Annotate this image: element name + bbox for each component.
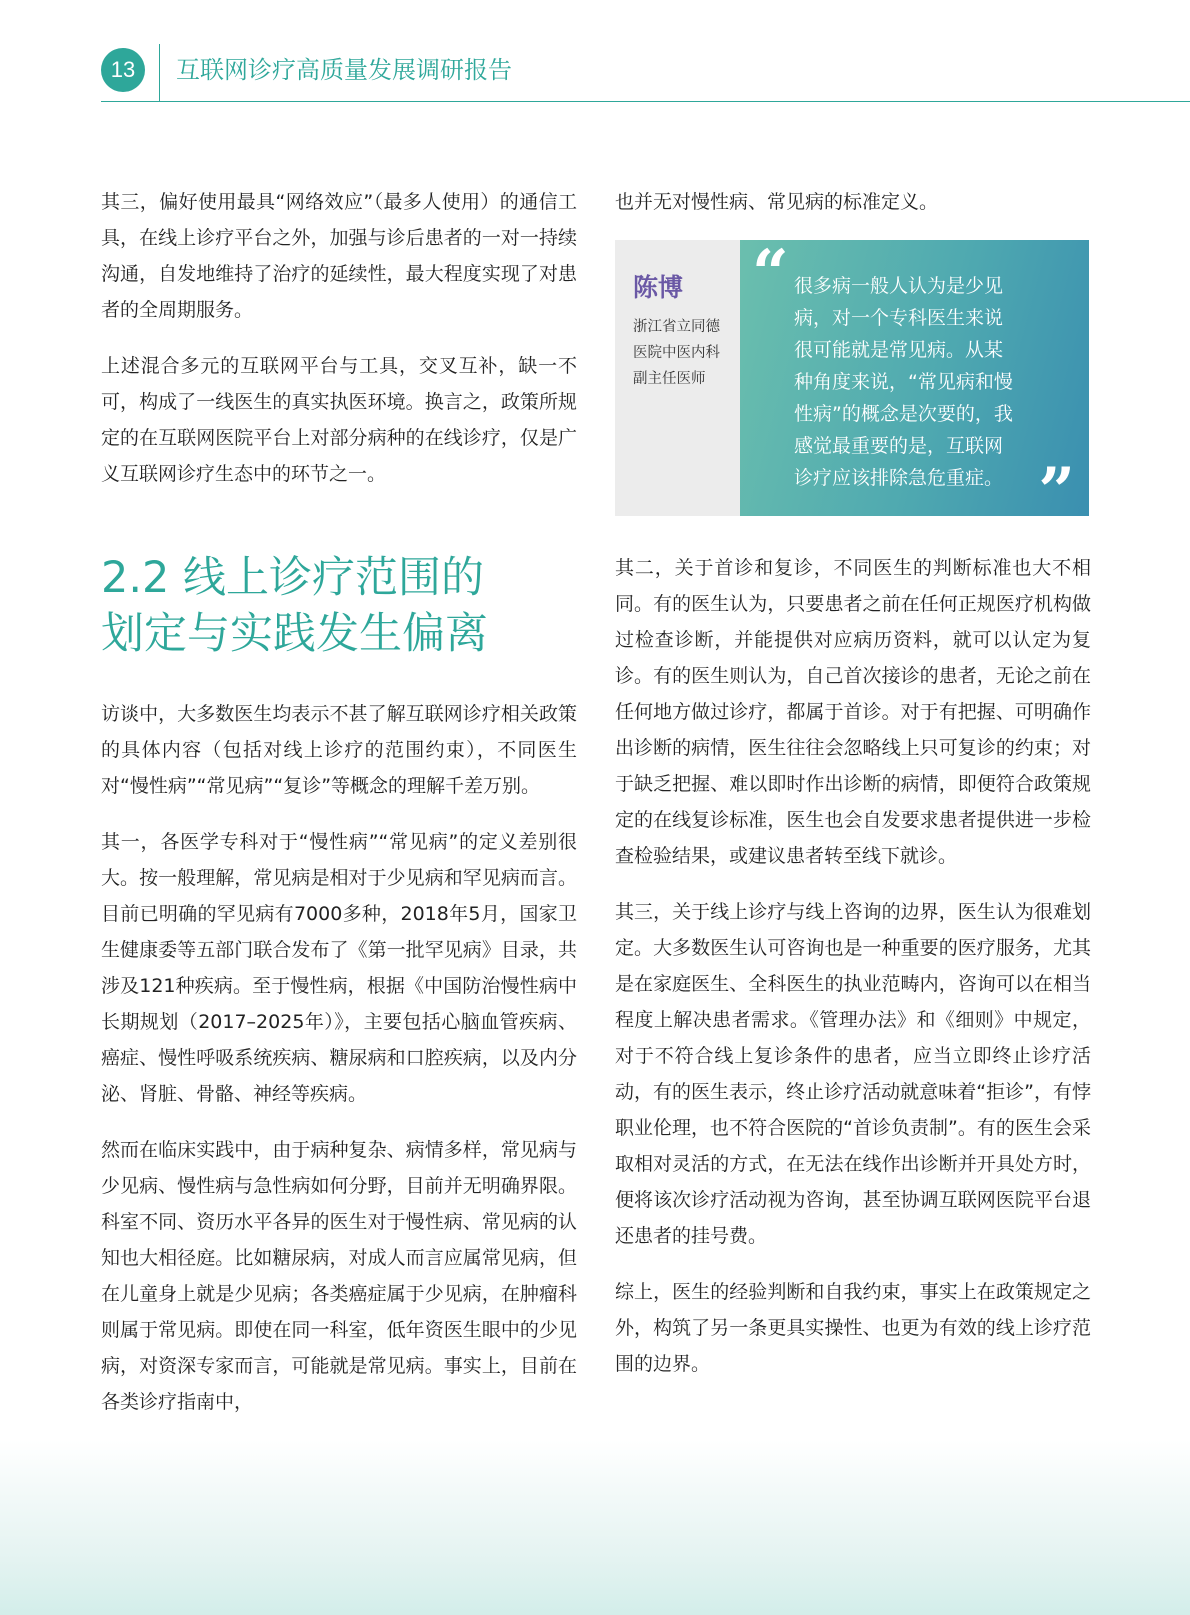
- quote-line: 种角度来说，“常见病和慢: [794, 371, 1013, 393]
- quote-line: 病，对一个专科医生来说: [794, 307, 1004, 329]
- page-header: [0, 0, 1190, 104]
- speaker-name: 陈博: [633, 273, 684, 302]
- paragraph: 也并无对慢性病、常见病的标准定义。: [615, 191, 939, 213]
- paragraph: 然而在临床实践中，由于病种复杂、病情多样，常见病与少见病、慢性病与急性病如何分野，目前并无明确界限。科室不同、资历水平各异的医生对于慢性病、常见病的认知也大相径庭。比如糖尿病，对成人而言应属常见病，但在儿童身上就是少见病；各类癌症属于少见病，在肿瘤科则属于常见病。即使在同一科室，低年资医生眼中的少见病，对资深专家而言，可能就是常见病。事实上，目前在各类诊疗指南中，: [101, 1139, 577, 1413]
- paragraph: 其二，关于首诊和复诊，不同医生的判断标准也大不相同。有的医生认为，只要患者之前在任何正规医疗机构做过检查诊断，并能提供对应病历资料，就可以认定为复诊。有的医生则认为，自己首次接诊的患者，无论之前在任何地方做过诊疗，都属于首诊。对于有把握、可明确作出诊断的病情，医生往往会忽略线上只可复诊的约束；对于缺乏把握、难以即时作出诊断的病情，即便符合政策规定的在线复诊标准，医生也会自发要求患者提供进一步检查检验结果，或建议患者转至线下就诊。: [615, 557, 1091, 867]
- quote-text-panel: [740, 236, 1089, 529]
- paragraph: 其三，偏好使用最具“网络效应”（最多人使用）的通信工具，在线上诊疗平台之外，加强与诊后患者的一对一持续沟通，自发地维持了治疗的延续性，最大程度实现了对患者的全周期服务。: [101, 191, 577, 321]
- affiliation-line: 副主任医师: [633, 371, 706, 387]
- paragraph: 上述混合多元的互联网平台与工具，交叉互补，缺一不可，构成了一线医生的真实执医环境。换言之，政策所规定的在互联网医院平台上对部分病种的在线诊疗，仅是广义互联网诊疗生态中的环节之一。: [101, 355, 577, 485]
- quote-speaker-panel: [615, 240, 740, 516]
- quote-line: 性病”的概念是次要的，我: [794, 403, 1013, 425]
- open-quote-icon: “: [752, 236, 789, 311]
- quote-line: 很多病一般人认为是少见: [794, 275, 1004, 297]
- right-column: [615, 184, 1091, 1402]
- header-rule: [101, 101, 1190, 102]
- report-title: 互联网诊疗高质量发展调研报告: [176, 56, 512, 84]
- paragraph: 其三，关于线上诊疗与线上咨询的边界，医生认为很难划定。大多数医生认可咨询也是一种重要的医疗服务，尤其是在家庭医生、全科医生的执业范畴内，咨询可以在相当程度上解决患者需求。《管理办法》和《细则》中规定，对于不符合线上复诊条件的患者，应当立即终止诊疗活动，有的医生表示，终止诊疗活动就意味着“拒诊”，有悖职业伦理，也不符合医院的“首诊负责制”。有的医生会采取相对灵活的方式，在无法在线作出诊断并开具处方时，便将该次诊疗活动视为咨询，甚至协调互联网医院平台退还患者的挂号费。: [615, 901, 1091, 1247]
- paragraph: 访谈中，大多数医生均表示不甚了解互联网诊疗相关政策的具体内容（包括对线上诊疗的范围约束），不同医生对“慢性病”“常见病”“复诊”等概念的理解千差万别。: [101, 703, 577, 797]
- section-heading-line: 2.2 线上诊疗范围的: [101, 553, 485, 603]
- quote-line: 很可能就是常见病。从某: [794, 339, 1004, 361]
- page-number-badge: 13: [101, 48, 145, 92]
- header-divider: [159, 44, 160, 101]
- close-quote-icon: ”: [1038, 454, 1075, 529]
- affiliation-line: 医院中医内科: [633, 345, 720, 361]
- pull-quote: [615, 236, 1089, 529]
- speaker-affiliation: [633, 314, 737, 392]
- quote-text: [794, 270, 1044, 494]
- affiliation-line: 浙江省立同德: [633, 319, 720, 335]
- quote-line: 感觉最重要的是，互联网: [794, 435, 1004, 457]
- left-column: [101, 184, 577, 1440]
- paragraph: 综上，医生的经验判断和自我约束，事实上在政策规定之外，构筑了另一条更具实操性、也更为有效的线上诊疗范围的边界。: [615, 1281, 1091, 1375]
- section-heading: [101, 550, 577, 662]
- section-heading-line: 划定与实践发生偏离: [101, 609, 488, 659]
- quote-line: 诊疗应该排除急危重症。: [794, 467, 1004, 489]
- paragraph: 其一，各医学专科对于“慢性病”“常见病”的定义差别很大。按一般理解，常见病是相对于少见病和罕见病而言。目前已明确的罕见病有7000多种，2018年5月，国家卫生健康委等五部门联合发布了《第一批罕见病》目录，共涉及121种疾病。至于慢性病，根据《中国防治慢性病中长期规划（2017–2025年）》，主要包括心脑血管疾病、癌症、慢性呼吸系统疾病、糖尿病和口腔疾病，以及内分泌、肾脏、骨骼、神经等疾病。: [101, 831, 577, 1105]
